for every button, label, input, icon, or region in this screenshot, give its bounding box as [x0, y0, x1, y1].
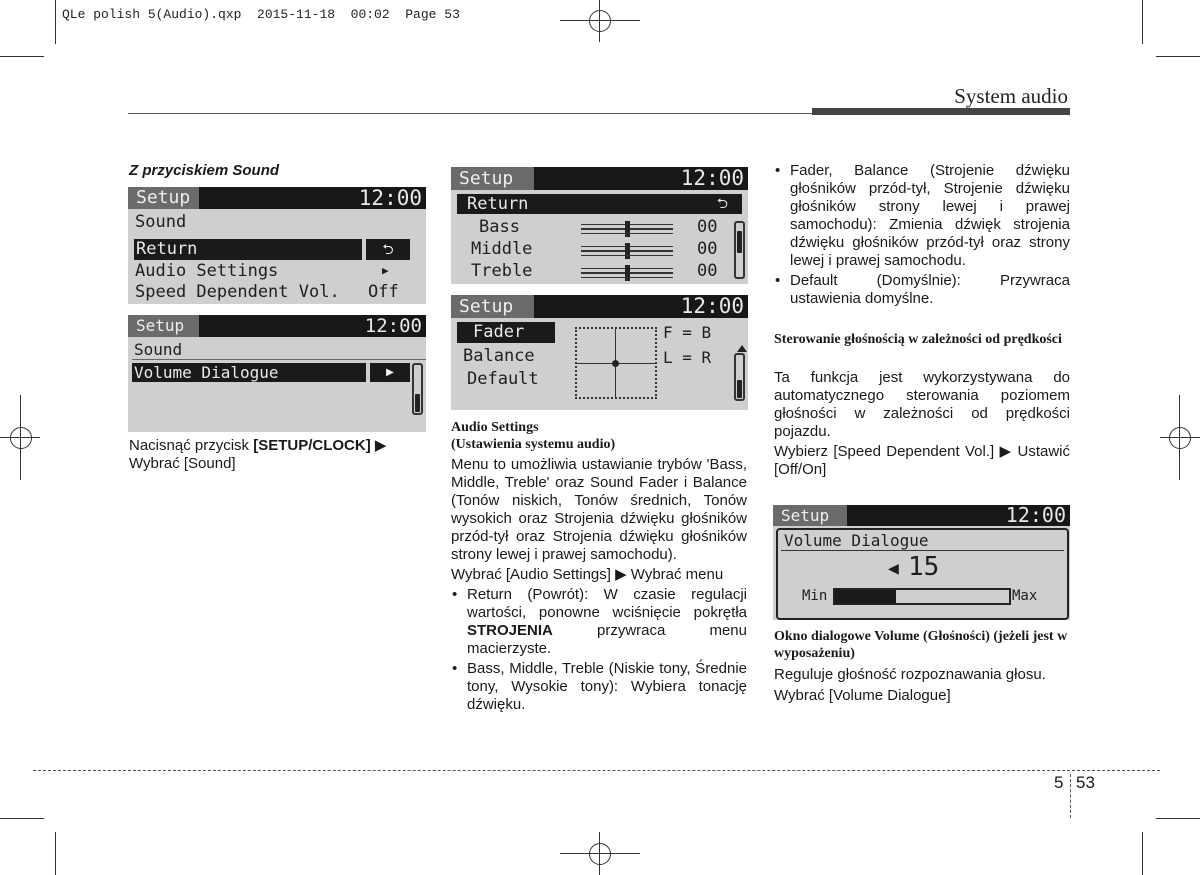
min-label: Min [802, 588, 828, 604]
setup-tab: Setup [451, 295, 534, 318]
fader-default-list-wrap [774, 162, 1070, 310]
page-number: 53 [1076, 773, 1095, 792]
header-rule-thick [812, 108, 1070, 115]
treble-value: 00 [697, 261, 718, 281]
menu-item-balance[interactable]: Balance [463, 346, 535, 366]
position-marker [612, 360, 619, 367]
menu-item-speed-dependent-vol[interactable]: Speed Dependent Vol. [135, 282, 340, 302]
scrollbar[interactable] [412, 363, 423, 415]
screen-header [773, 505, 1070, 526]
screen-header [128, 315, 426, 337]
volume-value: 15 [908, 552, 940, 582]
audio-settings-heading: Audio Settings (Ustawienia systemu audio) [451, 420, 616, 452]
clock-display: 12:00 [680, 167, 744, 190]
menu-item-label: Volume Dialogue [134, 363, 279, 382]
balance-value: L = R [663, 348, 712, 367]
speed-volume-description: Ta funkcja jest wykorzystywana do automatycznego sterowania poziomem głośności w zależności od prędkości pojazdu. [774, 369, 1070, 440]
setup-tab: Setup [451, 167, 534, 190]
list-item: • Default (Domyślnie): Przywraca ustawienia domyślne. [775, 272, 1070, 307]
footer-rule [33, 770, 1160, 771]
speaker-icon: ◀ [888, 558, 899, 579]
dialogue-title: Volume Dialogue [784, 531, 929, 550]
chevron-right-icon: ▶ [370, 363, 410, 382]
treble-label: Treble [471, 261, 533, 281]
bass-label: Bass [479, 217, 520, 237]
scrollbar[interactable] [734, 221, 745, 279]
sound-setup-screen [128, 187, 426, 304]
audio-settings-body [451, 456, 747, 716]
clock-display: 12:00 [680, 295, 744, 318]
max-label: Max [1012, 588, 1038, 604]
return-icon: ⮌ [716, 196, 728, 212]
speed-vol-value: Off [368, 282, 399, 302]
setup-tab: Setup [128, 187, 199, 209]
menu-item-return[interactable] [134, 239, 362, 260]
screen-header [451, 167, 748, 190]
sound-button-heading: Z przyciskiem Sound [129, 162, 280, 179]
header-rule [128, 113, 812, 114]
clock-display: 12:00 [1005, 505, 1066, 527]
screen-title: Sound [134, 340, 183, 359]
menu-item-fader[interactable] [457, 322, 555, 343]
menu-item-audio-settings[interactable]: Audio Settings [135, 261, 279, 281]
clock-display: 12:00 [364, 315, 422, 337]
volume-dialogue-heading: Okno dialogowe Volume (Głośności) (jeżeli jest w wyposażeniu) [774, 629, 1068, 661]
middle-value: 00 [697, 239, 718, 259]
fader-value: F = B [663, 323, 712, 342]
volume-dialogue-menu-screen [128, 315, 426, 432]
setup-tab: Setup [128, 315, 199, 337]
chevron-right-icon: ▶ [382, 264, 389, 277]
volume-dialogue-body [774, 666, 1070, 705]
treble-slider[interactable] [581, 272, 673, 274]
return-icon: ⮌ [366, 239, 410, 260]
fader-balance-screen [451, 295, 748, 410]
bass-value: 00 [697, 217, 718, 237]
speed-volume-instruction: Wybierz [Speed Dependent Vol.] ▶ Ustawić [Off/On] [774, 443, 1070, 478]
scroll-up-icon[interactable] [737, 345, 747, 352]
tone-settings-screen [451, 167, 748, 284]
menu-item-return[interactable] [457, 194, 742, 214]
middle-label: Middle [471, 239, 533, 259]
fader-default-list [774, 162, 1070, 308]
footer-divider [1070, 774, 1071, 818]
divider [781, 550, 1064, 551]
audio-settings-instruction: Wybrać [Audio Settings] ▶ Wybrać menu [451, 566, 724, 583]
menu-item-label: Fader [473, 322, 525, 342]
list-item: • Bass, Middle, Treble (Niskie tony, Średnie tony, Wysokie tony): Wybiera tonację dźwięku. [452, 660, 747, 713]
volume-bar-fill [835, 590, 896, 603]
volume-dialogue-description: Reguluje głośność rozpoznawania głosu. [774, 666, 1046, 683]
screen-title: Sound [135, 212, 187, 232]
list-item: • Return (Powrót): W czasie regulacji wartości, ponowne wciśnięcie pokrętła STROJENIA przywraca menu macierzyste. [452, 586, 747, 657]
list-item: • Fader, Balance (Strojenie dźwięku głośników przód-tył, Strojenie dźwięku głośników strony lewej i prawej samochodu): Zmienia dźwięk strojenia dźwięku głośników przód-tył oraz strony lewej i prawej samochodu. [775, 162, 1070, 269]
divider [132, 359, 426, 360]
menu-item-volume-dialogue[interactable] [132, 363, 366, 382]
speed-volume-body [774, 369, 1070, 479]
chapter-number: 5 [1054, 773, 1064, 792]
screen-header [128, 187, 426, 209]
setup-clock-instruction: Nacisnąć przycisk [SETUP/CLOCK] ▶ Wybrać [Sound] [129, 437, 387, 472]
bass-slider[interactable] [581, 228, 673, 230]
section-title: System audio [954, 84, 1068, 108]
audio-settings-description: Menu to umożliwia ustawianie trybów 'Bass, Middle, Treble' oraz Sound Fader i Balance (Tonów niskich, Tonów średnich, Tonów wysokich oraz Strojenia dźwięku głośników przód-tył oraz Strojenia dźwięku głośników strony lewej i prawej samochodu). [451, 456, 747, 563]
speed-volume-heading: Sterowanie głośnością w zależności od prędkości [774, 332, 1062, 347]
clock-display: 12:00 [358, 187, 422, 210]
fader-balance-grid[interactable] [575, 327, 657, 399]
menu-item-label: Return [136, 239, 198, 259]
middle-slider[interactable] [581, 250, 673, 252]
screen-header [451, 295, 748, 318]
setup-tab: Setup [773, 505, 847, 526]
scrollbar[interactable] [734, 353, 745, 401]
volume-bar[interactable] [833, 588, 1011, 605]
volume-dialogue-box [776, 528, 1069, 620]
volume-dialogue-screen [773, 505, 1070, 620]
audio-settings-list [451, 586, 747, 714]
menu-item-label: Return [467, 194, 529, 214]
print-header: QLe polish 5(Audio).qxp 2015-11-18 00:02 Page 53 [62, 7, 460, 22]
menu-item-default[interactable]: Default [467, 369, 539, 389]
volume-dialogue-instruction: Wybrać [Volume Dialogue] [774, 687, 951, 704]
